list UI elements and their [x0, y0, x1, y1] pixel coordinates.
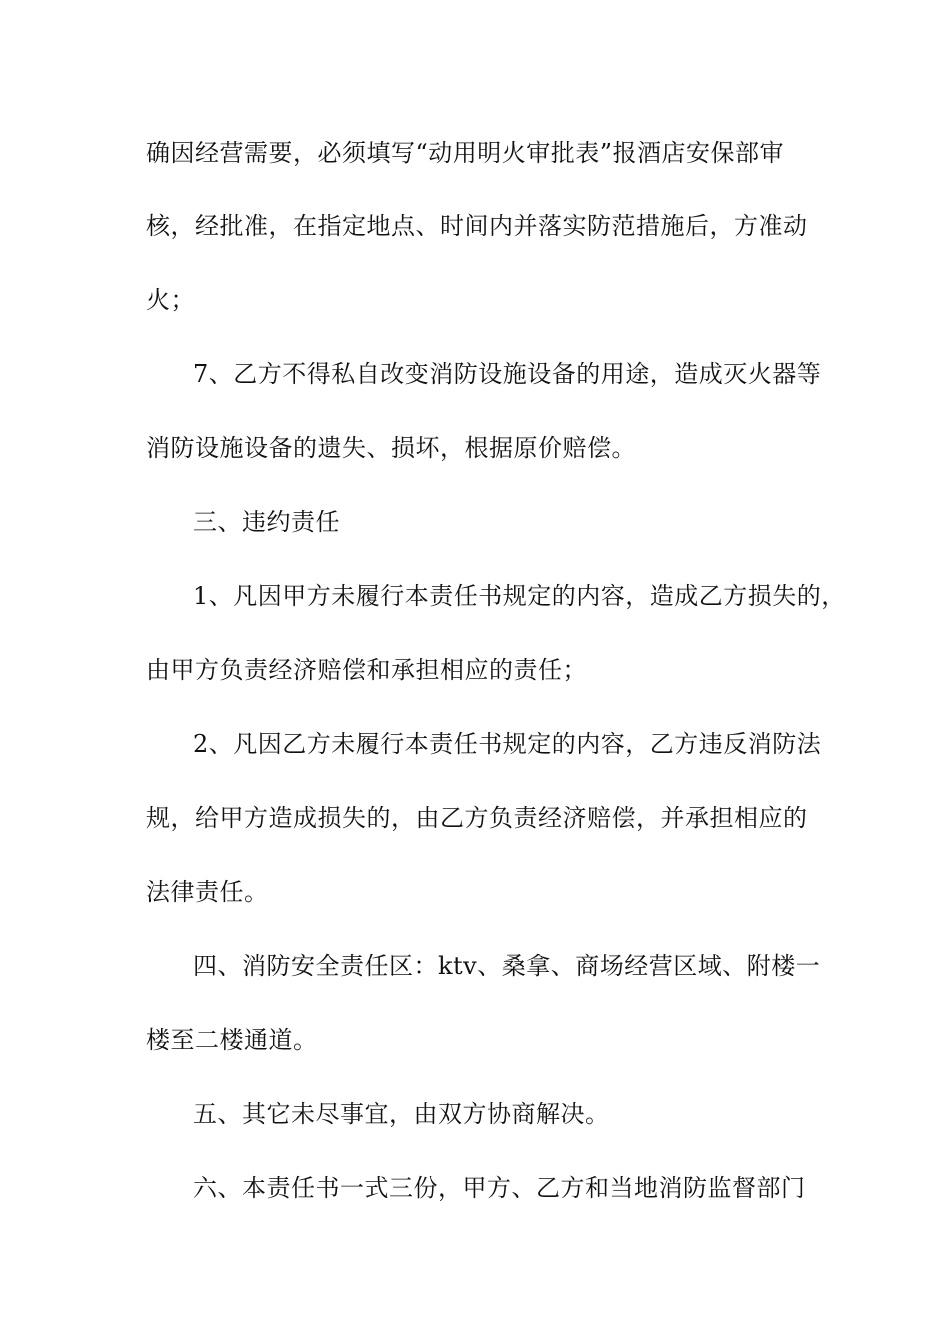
text-line: 确因经营需要，必须填写“动用明火审批表”报酒店安保部审: [146, 139, 785, 167]
text-line: 楼至二楼通道。: [146, 1026, 318, 1054]
text-line: 消防设施设备的遗失、损坏，根据原价赔偿。: [146, 434, 636, 462]
text-line: 火；: [146, 286, 195, 314]
text-line: 六、本责任书一式三份，甲方、乙方和当地消防监督部门: [193, 1174, 806, 1202]
text-line: 四、消防安全责任区：ktv、桑拿、商场经营区域、附楼一: [193, 952, 821, 980]
text-line: 1、凡因甲方未履行本责任书规定的内容，造成乙方损失的，: [193, 582, 846, 610]
text-line: 由甲方负责经济赔偿和承担相应的责任；: [146, 656, 587, 684]
text-line: 2、凡因乙方未履行本责任书规定的内容，乙方违反消防法: [193, 730, 822, 758]
section-heading: 三、违约责任: [193, 508, 340, 536]
text-line: 法律责任。: [146, 878, 269, 906]
text-line: 五、其它未尽事宜，由双方协商解决。: [193, 1100, 610, 1128]
text-line: 7、乙方不得私自改变消防设施设备的用途，造成灭火器等: [193, 360, 822, 388]
text-line: 规，给甲方造成损失的，由乙方负责经济赔偿，并承担相应的: [146, 804, 808, 832]
text-line: 核，经批准，在指定地点、时间内并落实防范措施后，方准动: [146, 212, 808, 240]
